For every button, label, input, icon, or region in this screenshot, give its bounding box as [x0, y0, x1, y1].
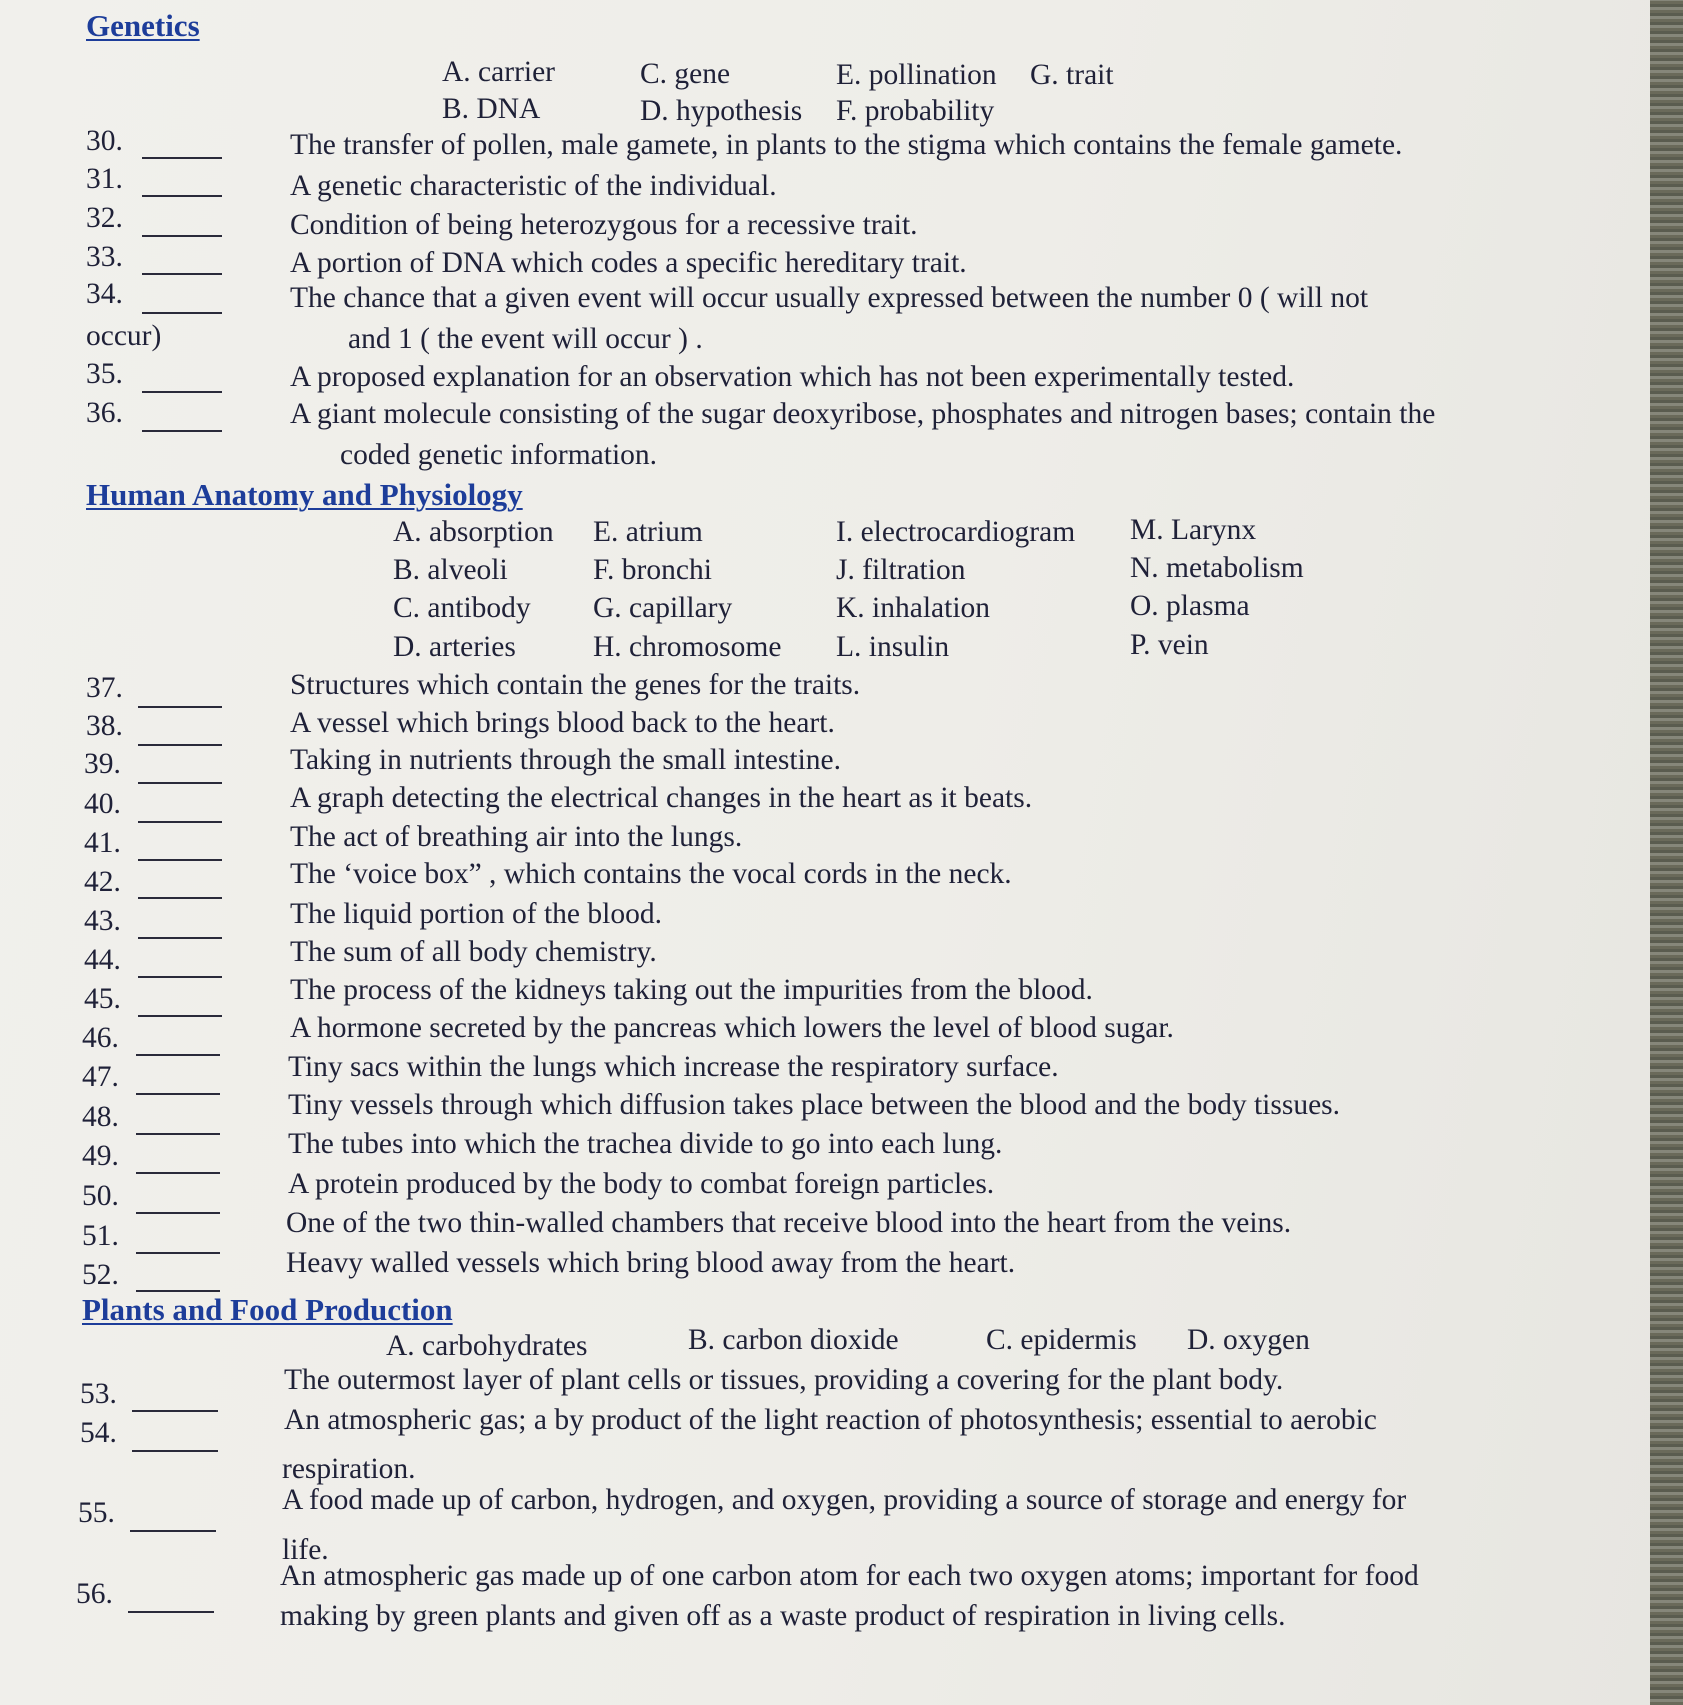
question-number: 51.: [82, 1220, 119, 1252]
answer-blank[interactable]: [142, 157, 222, 159]
answer-blank[interactable]: [138, 897, 222, 899]
option: F. probability: [836, 95, 995, 127]
answer-blank[interactable]: [138, 782, 222, 784]
answer-blank[interactable]: [136, 1054, 220, 1056]
answer-blank[interactable]: [142, 391, 222, 393]
question-number: 40.: [84, 788, 121, 820]
question-number: 53.: [80, 1378, 117, 1410]
question-text: Heavy walled vessels which bring blood away from the heart.: [286, 1247, 1016, 1279]
option: C. antibody: [393, 592, 531, 624]
question-number: 37.: [86, 672, 123, 704]
question-text: One of the two thin-walled chambers that receive blood into the heart from the veins.: [286, 1207, 1292, 1239]
option: B. alveoli: [393, 554, 508, 586]
answer-blank[interactable]: [138, 1015, 222, 1017]
question-number: 32.: [86, 202, 123, 234]
section-heading-plants: Plants and Food Production: [82, 1292, 453, 1327]
question-text: Tiny vessels through which diffusion takes place between the blood and the body tissues.: [288, 1089, 1341, 1121]
answer-blank[interactable]: [136, 1093, 220, 1095]
question-text: A portion of DNA which codes a specific hereditary trait.: [290, 247, 967, 279]
answer-blank[interactable]: [142, 195, 222, 197]
question-number: 43.: [84, 905, 121, 937]
question-text: A genetic characteristic of the individual.: [290, 170, 777, 202]
question-number: 34.: [86, 278, 123, 310]
question-text: Condition of being heterozygous for a recessive trait.: [290, 209, 918, 241]
answer-blank[interactable]: [138, 976, 222, 978]
question-text-continuation: and 1 ( the event will occur ) .: [348, 323, 703, 355]
question-number: 50.: [82, 1180, 119, 1212]
question-number: 42.: [84, 866, 121, 898]
question-text: The tubes into which the trachea divide to go into each lung.: [288, 1128, 1003, 1160]
question-number: 46.: [82, 1022, 119, 1054]
option: B. DNA: [442, 93, 541, 125]
question-text: A graph detecting the electrical changes in the heart as it beats.: [290, 782, 1033, 814]
option: F. bronchi: [593, 554, 712, 586]
option: A. carbohydrates: [386, 1330, 588, 1362]
option: H. chromosome: [593, 631, 782, 663]
answer-blank[interactable]: [138, 744, 222, 746]
question-text: The act of breathing air into the lungs.: [290, 821, 743, 853]
question-text-continuation: life.: [282, 1534, 329, 1566]
answer-blank[interactable]: [132, 1410, 218, 1412]
question-text: Structures which contain the genes for the traits.: [290, 669, 861, 701]
question-text-continuation: coded genetic information.: [340, 439, 658, 471]
question-text: A vessel which brings blood back to the heart.: [290, 707, 835, 739]
question-text: A protein produced by the body to combat foreign particles.: [288, 1168, 995, 1200]
option: M. Larynx: [1130, 514, 1257, 546]
answer-blank[interactable]: [138, 706, 222, 708]
question-text: A food made up of carbon, hydrogen, and oxygen, providing a source of storage and energy for: [282, 1484, 1407, 1516]
answer-blank[interactable]: [142, 273, 222, 275]
answer-blank[interactable]: [136, 1172, 220, 1174]
option: G. trait: [1030, 59, 1114, 91]
question-text: The sum of all body chemistry.: [290, 936, 657, 968]
answer-blank[interactable]: [132, 1450, 218, 1452]
question-number: 35.: [86, 358, 123, 390]
option: N. metabolism: [1130, 552, 1304, 584]
section-heading-anatomy: Human Anatomy and Physiology: [86, 477, 523, 512]
question-text: An atmospheric gas made up of one carbon atom for each two oxygen atoms; important for food: [280, 1560, 1419, 1592]
question-text: An atmospheric gas; a by product of the light reaction of photosynthesis; essential to aerobic: [284, 1404, 1377, 1436]
question-number: 56.: [76, 1578, 113, 1610]
question-text: The ‘voice box” , which contains the vocal cords in the neck.: [290, 858, 1012, 890]
question-number: 45.: [84, 983, 121, 1015]
question-number: 47.: [82, 1061, 119, 1093]
question-number: 36.: [86, 397, 123, 429]
answer-blank[interactable]: [138, 821, 222, 823]
option: C. epidermis: [986, 1324, 1137, 1356]
option: I. electrocardiogram: [836, 516, 1076, 548]
section-heading-genetics: Genetics: [86, 8, 200, 43]
answer-blank[interactable]: [136, 1252, 220, 1254]
answer-blank[interactable]: [142, 312, 222, 314]
option: J. filtration: [836, 554, 966, 586]
option: A. carrier: [442, 56, 556, 88]
option: D. arteries: [393, 631, 516, 663]
question-number: 31.: [86, 163, 123, 195]
question-number: 55.: [78, 1497, 115, 1529]
question-number: 52.: [82, 1259, 119, 1291]
question-number: 39.: [84, 748, 121, 780]
question-number: 48.: [82, 1101, 119, 1133]
option: D. oxygen: [1187, 1324, 1310, 1356]
question-text: Tiny sacs within the lungs which increase the respiratory surface.: [288, 1051, 1059, 1083]
question-text: Taking in nutrients through the small intestine.: [290, 744, 841, 776]
option: G. capillary: [593, 592, 733, 624]
answer-blank[interactable]: [136, 1133, 220, 1135]
answer-blank[interactable]: [136, 1212, 220, 1214]
question-text-continuation: respiration.: [282, 1453, 416, 1485]
question-text: A giant molecule consisting of the sugar deoxyribose, phosphates and nitrogen bases; contain the: [290, 398, 1436, 430]
option: P. vein: [1130, 629, 1209, 661]
answer-blank[interactable]: [142, 235, 222, 237]
question-number: 49.: [82, 1140, 119, 1172]
question-text: The liquid portion of the blood.: [290, 898, 662, 930]
question-number: 38.: [86, 710, 123, 742]
question-text: The outermost layer of plant cells or tissues, providing a covering for the plant body.: [284, 1364, 1284, 1396]
question-number: 54.: [80, 1417, 117, 1449]
question-number: 41.: [84, 827, 121, 859]
question-text: The chance that a given event will occur usually expressed between the number 0 ( will not: [290, 282, 1369, 314]
binder-edge: [1650, 0, 1683, 1705]
question-number: 44.: [84, 944, 121, 976]
option: E. atrium: [593, 516, 703, 548]
option: B. carbon dioxide: [688, 1324, 899, 1356]
question-number: 33.: [86, 241, 123, 273]
question-text: The process of the kidneys taking out the impurities from the blood.: [290, 974, 1093, 1006]
question-text: A hormone secreted by the pancreas which lowers the level of blood sugar.: [290, 1012, 1174, 1044]
question-text: The transfer of pollen, male gamete, in plants to the stigma which contains the female gamete.: [290, 129, 1403, 161]
question-text-prefix: occur): [86, 320, 162, 352]
question-text-continuation: making by green plants and given off as a waste product of respiration in living cells.: [280, 1600, 1286, 1632]
answer-blank[interactable]: [138, 859, 222, 861]
answer-blank[interactable]: [128, 1611, 214, 1613]
option: C. gene: [640, 58, 731, 90]
option: O. plasma: [1130, 590, 1250, 622]
answer-blank[interactable]: [142, 430, 222, 432]
option: A. absorption: [393, 516, 554, 548]
option: K. inhalation: [836, 592, 991, 624]
option: L. insulin: [836, 631, 950, 663]
question-text: A proposed explanation for an observation which has not been experimentally tested.: [290, 361, 1295, 393]
answer-blank[interactable]: [138, 937, 222, 939]
option: D. hypothesis: [640, 95, 803, 127]
question-number: 30.: [86, 125, 123, 157]
answer-blank[interactable]: [130, 1530, 216, 1532]
option: E. pollination: [836, 59, 997, 91]
